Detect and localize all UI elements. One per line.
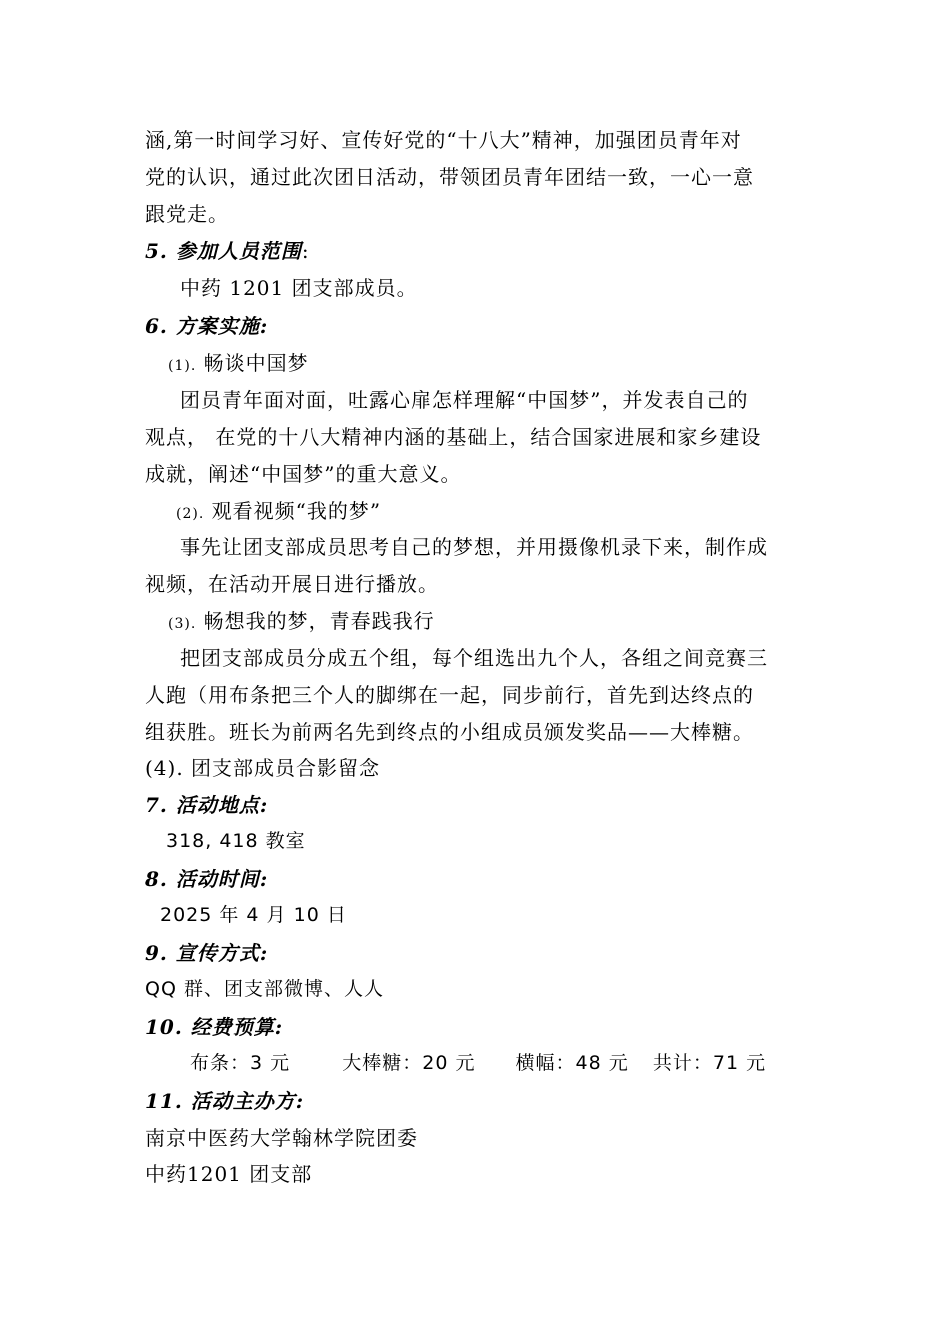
budget-total: 共计：71 元 [652, 1052, 767, 1074]
budget-item-candy: 大棒糖：20 元 [342, 1052, 476, 1074]
intro-line-2: 党的认识，通过此次团日活动，带领团员青年团结一致，一心一意 [145, 165, 754, 189]
item-3-title-row [168, 605, 833, 634]
item-3-number: (3). [168, 616, 197, 632]
item-3-line-2: 人跑（用布条把三个人的脚绑在一起，同步前行，首先到达终点的 [145, 683, 754, 707]
section-8-heading: 8. 活动时间: [145, 867, 269, 891]
section-8-text: 2025 年 4 月 10 日 [160, 904, 347, 926]
item-1-number: (1). [168, 358, 197, 374]
item-4: (4). 团支部成员合影留念 [145, 756, 381, 780]
intro-line-1: 涵,第一时间学习好、宣传好党的“十八大”精神，加强团员青年对 [145, 128, 742, 152]
item-2-line-1: 事先让团支部成员思考自己的梦想，并用摄像机录下来，制作成 [180, 535, 768, 559]
item-1-line-2: 观点， 在党的十八大精神内涵的基础上，结合国家进展和家乡建设 [145, 425, 762, 449]
item-1-line-3: 成就，阐述“中国梦”的重大意义。 [145, 462, 462, 486]
item-1-title-row [168, 347, 833, 376]
item-3-line-3: 组获胜。班长为前两名先到终点的小组成员颁发奖品——大棒糖。 [145, 720, 754, 744]
item-1-title: 畅谈中国梦 [203, 351, 309, 375]
section-10-heading: 10. 经费预算: [145, 1015, 284, 1039]
section-5-colon: : [301, 239, 310, 263]
section-6-heading: 6. 方案实施: [145, 314, 269, 338]
section-9-heading: 9. 宣传方式: [145, 941, 269, 965]
section-9-text: QQ 群、团支部微博、人人 [145, 978, 384, 1000]
item-2-title: 观看视频“我的梦” [211, 499, 382, 523]
section-7-heading: 7. 活动地点: [145, 793, 269, 817]
item-3-line-1: 把团支部成员分成五个组，每个组选出九个人，各组之间竞赛三 [180, 646, 768, 670]
item-2-number: (2). [176, 506, 205, 522]
section-5-heading-row [145, 235, 810, 264]
item-3-title: 畅想我的梦，青春践我行 [203, 609, 435, 633]
organizer-line-1: 南京中医药大学翰林学院团委 [145, 1126, 418, 1150]
section-7-text: 318, 418 教室 [166, 830, 306, 852]
budget-item-banner: 横幅：48 元 [515, 1052, 629, 1074]
item-2-title-row [176, 495, 841, 524]
budget-row [190, 1048, 855, 1075]
budget-item-cloth: 布条：3 元 [190, 1052, 291, 1074]
organizer-line-2: 中药1201 团支部 [145, 1162, 313, 1186]
intro-line-3: 跟党走。 [145, 202, 229, 226]
section-11-heading: 11. 活动主办方: [145, 1089, 305, 1113]
item-1-line-1: 团员青年面对面，吐露心扉怎样理解“中国梦”，并发表自己的 [180, 388, 749, 412]
section-5-heading: 5. 参加人员范围 [145, 239, 302, 263]
item-2-line-2: 视频，在活动开展日进行播放。 [145, 572, 439, 596]
section-5-text: 中药 1201 团支部成员。 [180, 276, 418, 300]
